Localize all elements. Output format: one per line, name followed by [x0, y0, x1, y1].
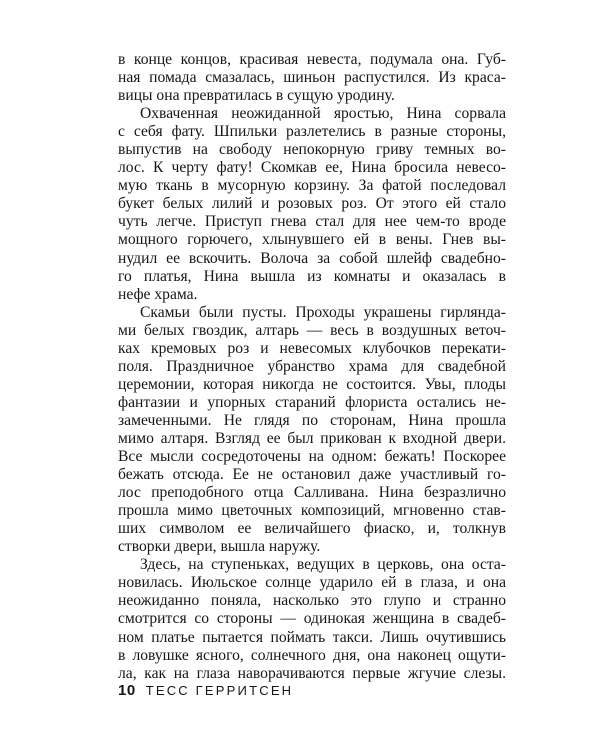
text-line: мую ткань в мусорную корзину. За фатой последовал	[118, 177, 506, 195]
text-line: Здесь, на ступеньках, ведущих в церковь, она оста-	[140, 556, 506, 574]
paragraph	[118, 304, 506, 557]
text-line: прошла мимо цветочных композиций, мгновенно став-	[118, 502, 506, 520]
text-line: с себя фату. Шпильки разлетелись в разные стороны,	[118, 123, 506, 141]
body-text	[118, 51, 506, 683]
text-line: го платья, Нина вышла из комнаты и оказалась в	[118, 267, 506, 285]
text-line: ках кремовых роз и невесомых клубочков перекати-	[118, 339, 506, 357]
text-line: ла, как на глаза наворачиваются первые жгучие слезы.	[118, 664, 506, 682]
paragraph	[118, 51, 506, 105]
text-line: Все мысли сосредоточены на одном: бежать! Поскорее	[118, 448, 506, 466]
text-line: замеченными. Не глядя по сторонам, Нина прошла	[118, 411, 506, 429]
text-line: нудил ее вскочить. Волоча за собой шлейф свадебно-	[118, 249, 506, 267]
text-line: чуть легче. Приступ гнева стал для нее чем-то вроде	[118, 213, 506, 231]
text-line: выпустив на свободу непокорную гриву темных во-	[118, 141, 506, 159]
text-line: лос преподобного отца Салливана. Нина безразлично	[118, 484, 506, 502]
text-line: в конце концов, красивая невеста, подумала она. Губ-	[118, 51, 506, 68]
text-line: букет белых лилий и розовых роз. От этого ей стало	[118, 195, 506, 213]
text-line: ная помада смазалась, шиньон распустился. Из краса-	[118, 69, 506, 87]
text-line: нефе храма.	[118, 285, 198, 303]
page-number: 10	[118, 682, 136, 699]
text-line: фантазии и упорных стараний флориста остались не-	[118, 393, 506, 411]
text-line: ми белых гвоздик, алтарь — весь в воздушных веточ-	[118, 321, 506, 339]
text-line: вицы она превратилась в сущую уродину.	[118, 87, 395, 105]
text-line: Скамьи были пусты. Проходы украшены гирлянда-	[140, 303, 506, 321]
text-line: лос. К черту фату! Скомкав ее, Нина бросила невесо-	[118, 159, 506, 177]
paragraph	[118, 105, 506, 304]
text-line: поля. Праздничное убранство храма для свадебной	[118, 357, 506, 375]
text-line: ших символом ее величайшего фиаско, и, толкнув	[118, 520, 506, 538]
text-line: неожиданно поняла, насколько это глупо и странно	[118, 592, 506, 610]
page-footer	[118, 682, 293, 702]
text-line: ном платье пытается поймать такси. Лишь очутившись	[118, 628, 506, 646]
paragraph	[118, 556, 506, 682]
running-head-author: ТЕСС ГЕРРИТСЕН	[145, 683, 294, 698]
text-line: церемонии, которая никогда не состоится. Увы, плоды	[118, 375, 506, 393]
text-line: мимо алтаря. Взгляд ее был прикован к входной двери.	[118, 429, 506, 447]
text-line: створки двери, вышла наружу.	[118, 538, 321, 556]
text-line: бежать отсюда. Ее не остановил даже участливый го-	[118, 466, 506, 484]
text-line: новилась. Июльское солнце ударило ей в глаза, и она	[118, 574, 506, 592]
text-line: Охваченная неожиданной яростью, Нина сорвала	[140, 105, 506, 123]
text-line: в ловушке ясного, солнечного дня, она наконец ощути-	[118, 646, 506, 664]
text-line: смотрится со стороны — одинокая женщина в свадеб-	[118, 610, 506, 628]
text-line: мощного горючего, хлынувшего ей в вены. Гнев вы-	[118, 231, 506, 249]
